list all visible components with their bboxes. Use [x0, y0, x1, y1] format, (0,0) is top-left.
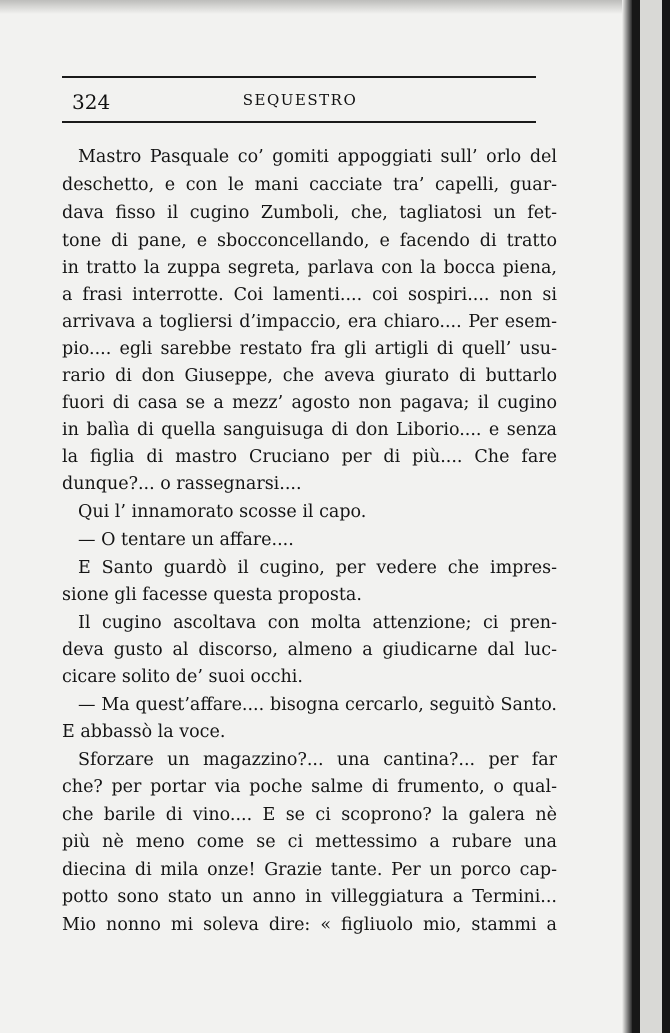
running-title: SEQUESTRO: [242, 91, 358, 109]
adjacent-page-edge: [632, 0, 670, 1033]
text-line: Sforzare un magazzino?... una cantina?... per far: [78, 750, 557, 770]
page-number: 324: [72, 90, 111, 114]
text-line: più nè meno come se ci mettessimo a rubare una: [62, 832, 557, 852]
text-line: che? per portar via poche salme di frumento, o qual-: [62, 777, 557, 797]
text-line: la figlia di mastro Cruciano per di più.... Che fare: [62, 447, 557, 467]
text-line: Qui l’ innamorato scosse il capo.: [78, 502, 367, 522]
text-line: Mio nonno mi soleva dire: « figliuolo mio, stammi a: [62, 915, 557, 935]
text-line: — Ma quest’affare.... bisogna cercarlo, seguitò Santo.: [78, 695, 557, 715]
text-line: Mastro Pasquale co’ gomiti appoggiati sull’ orlo del: [78, 147, 557, 167]
page-top-shadow: [0, 0, 632, 14]
text-line: dunque?... o rassegnarsi....: [62, 474, 302, 494]
text-line: deva gusto al discorso, almeno a giudicarne dal luc-: [62, 640, 557, 660]
text-line: tone di pane, e sbocconcellando, e facendo di tratto: [62, 231, 557, 251]
text-line: dava fisso il cugino Zumboli, che, tagliatosi un fet-: [62, 203, 557, 223]
header-rule-top: [62, 76, 536, 78]
text-line: che barile di vino.... E se ci scoprono? la galera nè: [62, 805, 557, 825]
text-line: potto sono stato un anno in villeggiatura a Termini...: [62, 887, 557, 907]
text-line: rario di don Giuseppe, che aveva giurato di buttarlo: [62, 366, 557, 386]
text-line: in tratto la zuppa segreta, parlava con la bocca piena,: [62, 258, 557, 278]
text-line: — O tentare un affare....: [78, 530, 294, 550]
text-line: cicare solito de’ suoi occhi.: [62, 667, 303, 687]
page-edge-shadow: [622, 0, 632, 1033]
text-line: sione gli facesse questa proposta.: [62, 585, 362, 605]
text-line: arrivava a togliersi d’impaccio, era chiaro.... Per esem-: [62, 312, 557, 332]
text-line: a frasi interrotte. Coi lamenti.... coi sospiri.... non si: [62, 285, 557, 305]
text-line: Il cugino ascoltava con molta attenzione; ci pren-: [78, 613, 557, 633]
text-line: E abbassò la voce.: [62, 722, 226, 742]
header-rule-bottom: [62, 121, 536, 123]
text-line: E Santo guardò il cugino, per vedere che impres-: [78, 558, 557, 578]
text-line: fuori di casa se a mezz’ agosto non pagava; il cugino: [62, 393, 557, 413]
text-line: diecina di mila onze! Grazie tante. Per un porco cap-: [62, 860, 557, 880]
text-line: pio.... egli sarebbe restato fra gli artigli di quell’ usu-: [62, 339, 557, 359]
text-line: in balìa di quella sanguisuga di don Liborio.... e senza: [62, 420, 557, 440]
text-line: deschetto, e con le mani cacciate tra’ capelli, guar-: [62, 175, 557, 195]
